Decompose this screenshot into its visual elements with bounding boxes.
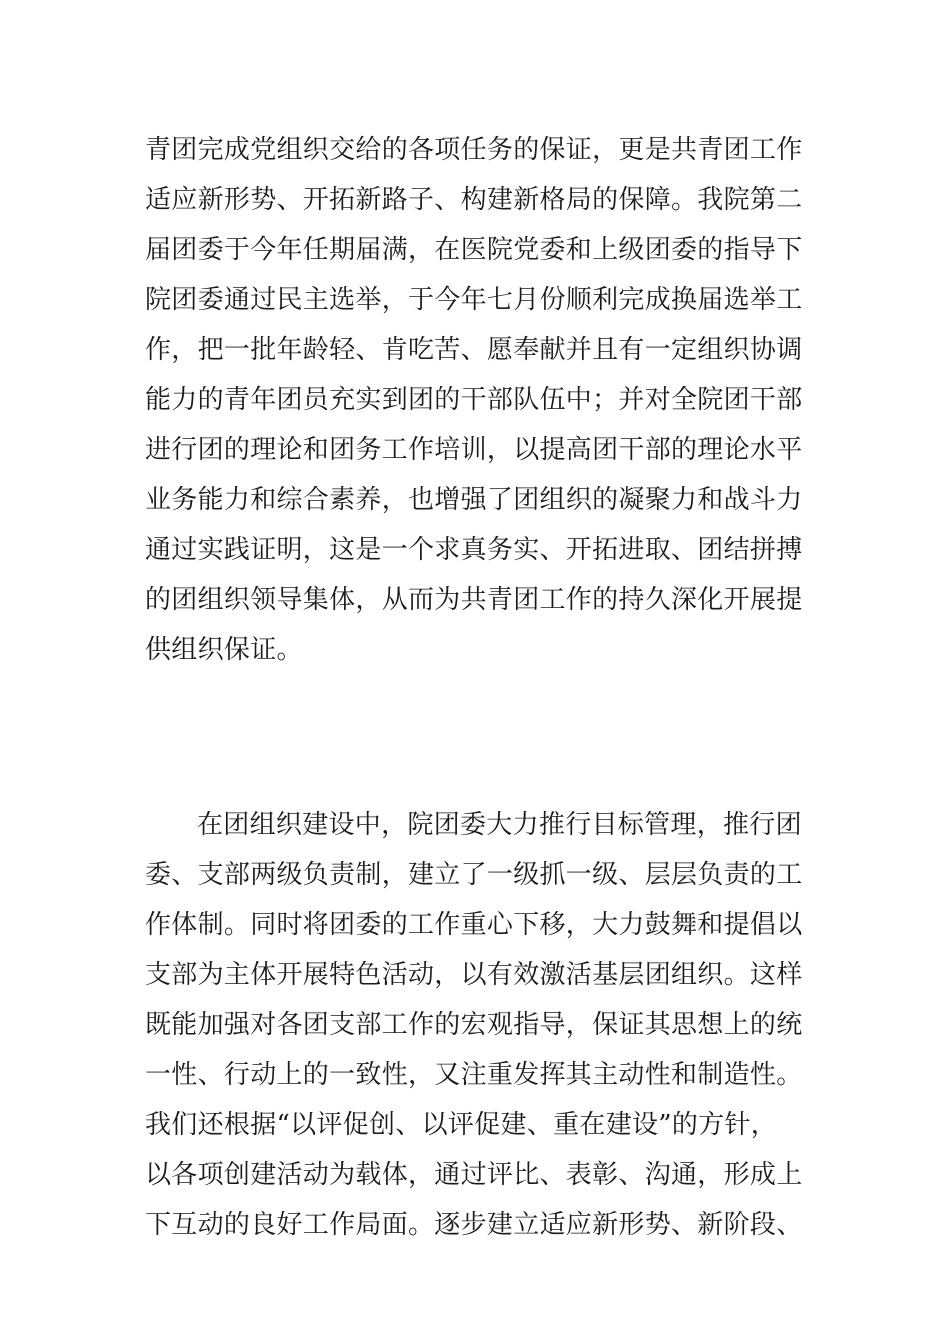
- text-line: 适应新形势、开拓新路子、构建新格局的保障。我院第二: [145, 185, 803, 215]
- text-line: 作体制。同时将团委的工作重心下移，大力鼓舞和提倡以: [145, 910, 803, 940]
- text-line: 业务能力和综合素养，也增强了团组织的凝聚力和战斗力: [145, 485, 803, 515]
- text-line: 以各项创建活动为载体，通过评比、表彰、沟通，形成上: [145, 1160, 803, 1190]
- text-line: 在团组织建设中，院团委大力推行目标管理，推行团: [197, 810, 802, 840]
- text-line: 进行团的理论和团务工作培训，以提高团干部的理论水平: [145, 435, 803, 465]
- text-line: 的团组织领导集体，从而为共青团工作的持久深化开展提: [145, 585, 803, 615]
- text-line: 院团委通过民主选举，于今年七月份顺利完成换届选举工: [145, 285, 803, 315]
- text-line: 作，把一批年龄轻、肯吃苦、愿奉献并且有一定组织协调: [145, 335, 803, 365]
- text-line: 供组织保证。: [145, 635, 303, 665]
- text-line: 既能加强对各团支部工作的宏观指导，保证其思想上的统: [145, 1010, 803, 1040]
- text-line: 下互动的良好工作局面。逐步建立适应新形势、新阶段、: [145, 1210, 803, 1240]
- text-line: 届团委于今年任期届满，在医院党委和上级团委的指导下: [145, 235, 803, 265]
- text-line: 通过实践证明，这是一个求真务实、开拓进取、团结拼搏: [145, 535, 803, 565]
- text-line: 我们还根据“以评促创、以评促建、重在建设”的方针，: [145, 1110, 778, 1140]
- text-line: 支部为主体开展特色活动，以有效激活基层团组织。这样: [145, 960, 803, 990]
- text-line: 能力的青年团员充实到团的干部队伍中；并对全院团干部: [145, 385, 803, 415]
- text-line: 委、支部两级负责制，建立了一级抓一级、层层负责的工: [145, 860, 803, 890]
- text-line: 青团完成党组织交给的各项任务的保证，更是共青团工作: [145, 135, 803, 165]
- text-line: 一性、行动上的一致性，又注重发挥其主动性和制造性。: [145, 1060, 803, 1090]
